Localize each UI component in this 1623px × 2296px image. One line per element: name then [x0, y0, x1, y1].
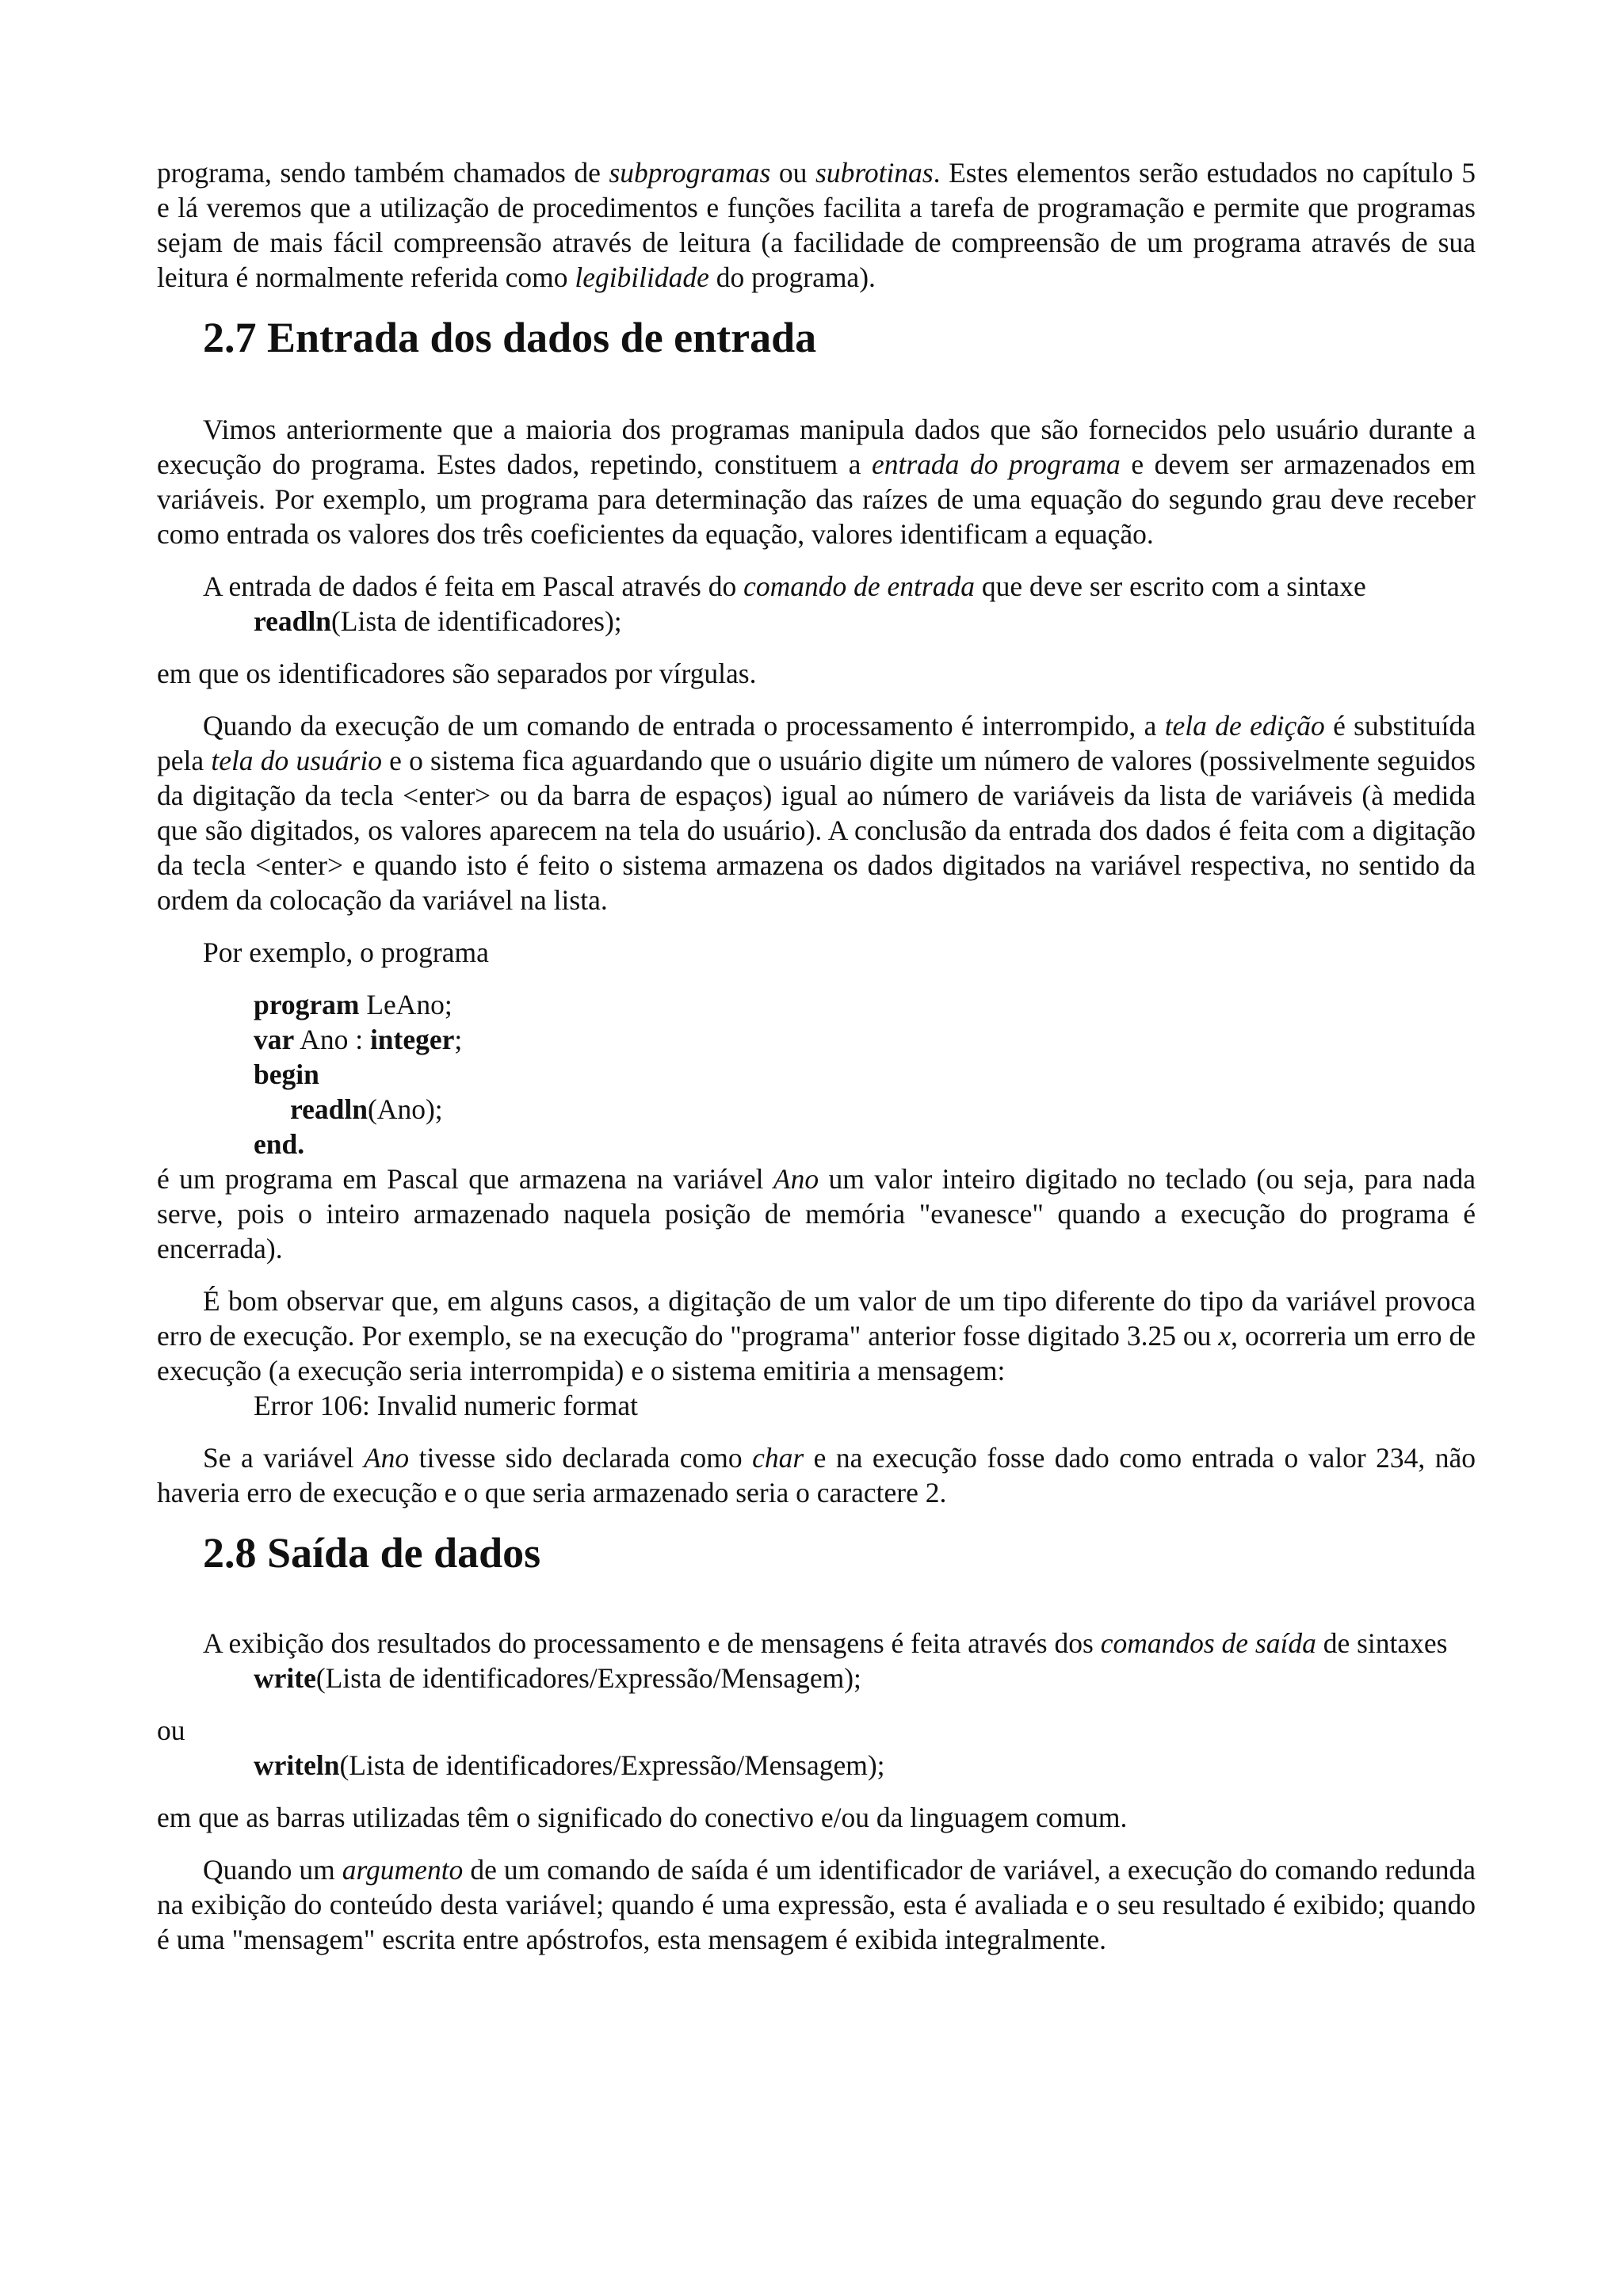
keyword-write: write	[254, 1662, 316, 1694]
code-line-1: program LeAno;	[254, 989, 453, 1020]
term-tela-de-edicao: tela de edição	[1164, 710, 1325, 742]
error-message: Error 106: Invalid numeric format	[254, 1390, 639, 1421]
paragraph-erro-execucao: É bom observar que, em alguns casos, a digitação de um valor de um tipo diferente do tipo da variável provoca erro de execução. Por exemplo, se na execução do "programa" anterior fosse digitado 3.25 ou x, ocorreria um erro de execução (a execução seria interrompida) e o sistema emitiria a mensagem:	[157, 1285, 1476, 1386]
code-line-2: var Ano : integer;	[254, 1024, 463, 1055]
paragraph-comandos-saida: A exibição dos resultados do processamento e de mensagens é feita através dos comandos de saída de sintaxes	[203, 1627, 1448, 1659]
code-line-3: begin	[254, 1058, 319, 1090]
term-subrotinas: subrotinas	[815, 157, 934, 189]
syntax-writeln: writeln(Lista de identificadores/Expressão/Mensagem);	[254, 1749, 885, 1781]
keyword-writeln: writeln	[254, 1749, 340, 1781]
document-page	[157, 155, 1476, 1957]
code-line-5: end.	[254, 1128, 305, 1160]
term-legibilidade: legibilidade	[575, 261, 709, 293]
section-heading-2-7: 2.7 Entrada dos dados de entrada	[203, 314, 817, 361]
term-ano: Ano	[773, 1163, 819, 1195]
section-heading-2-8: 2.8 Saída de dados	[203, 1529, 541, 1577]
paragraph-programa-pascal: é um programa em Pascal que armazena na variável Ano um valor inteiro digitado no teclado (ou seja, para nada serve, pois o inteiro armazenado naquela posição de memória "evanesce" quando a execução do programa é encerrada).	[157, 1163, 1476, 1264]
code-line-4: readln(Ano);	[290, 1093, 443, 1125]
paragraph-subprogramas: programa, sendo também chamados de subprogramas ou subrotinas. Estes elementos serão estudados no capítulo 5 e lá veremos que a utilização de procedimentos e funções facilita a tarefa de programação e permite que programas sejam de mais fácil compreensão através de leitura (a facilidade de compreensão de um programa através de sua leitura é normalmente referida como legibilidade do programa).	[157, 157, 1476, 293]
term-comando-de-entrada: comando de entrada	[743, 570, 975, 602]
paragraph-exemplo: Por exemplo, o programa	[203, 936, 489, 968]
term-argumento: argumento	[342, 1854, 464, 1886]
keyword-readln: readln	[254, 605, 331, 637]
term-char: char	[752, 1442, 804, 1474]
paragraph-identificadores: em que os identificadores são separados por vírgulas.	[157, 658, 757, 689]
term-ano-2: Ano	[363, 1442, 410, 1474]
term-entrada-do-programa: entrada do programa	[872, 448, 1121, 480]
term-tela-do-usuario: tela do usuário	[211, 745, 382, 776]
term-x: x	[1218, 1320, 1232, 1352]
paragraph-entrada-intro: Vimos anteriormente que a maioria dos programas manipula dados que são fornecidos pelo usuário durante a execução do programa. Estes dados, repetindo, constituem a entrada do programa e devem ser armazenados em variáveis. Por exemplo, um programa para determinação das raízes de uma equação do segundo grau deve receber como entrada os valores dos três coeficientes da equação, valores identificam a equação.	[157, 414, 1476, 550]
term-subprogramas: subprogramas	[609, 157, 771, 189]
syntax-write: write(Lista de identificadores/Expressão/Mensagem);	[254, 1662, 861, 1694]
paragraph-ou: ou	[157, 1714, 185, 1746]
term-comandos-de-saida: comandos de saída	[1100, 1627, 1316, 1659]
paragraph-comando-entrada: A entrada de dados é feita em Pascal através do comando de entrada que deve ser escrito com a sintaxe	[203, 570, 1366, 602]
paragraph-execucao-entrada: Quando da execução de um comando de entrada o processamento é interrompido, a tela de edição é substituída pela tela do usuário e o sistema fica aguardando que o usuário digite um número de valores (possivelmente seguidos da digitação da tecla <enter> ou da barra de espaços) igual ao número de variáveis da lista de variáveis (à medida que são digitados, os valores aparecem na tela do usuário). A conclusão da entrada dos dados é feita com a digitação da tecla <enter> e quando isto é feito o sistema armazena os dados digitados na variável respectiva, no sentido da ordem da colocação da variável na lista.	[157, 710, 1476, 916]
paragraph-argumento: Quando um argumento de um comando de saída é um identificador de variável, a execução do comando redunda na exibição do conteúdo desta variável; quando é uma expressão, esta é avaliada e o seu resultado é exibido; quando é uma "mensagem" escrita entre apóstrofos, esta mensagem é exibida integralmente.	[157, 1854, 1476, 1955]
paragraph-variavel-char: Se a variável Ano tivesse sido declarada como char e na execução fosse dado como entrada o valor 234, não haveria erro de execução e o que seria armazenado seria o caractere 2.	[157, 1442, 1476, 1508]
syntax-readln: readln(Lista de identificadores);	[254, 605, 622, 637]
paragraph-barras: em que as barras utilizadas têm o significado do conectivo e/ou da linguagem comum.	[157, 1802, 1128, 1833]
code-example-leano	[157, 987, 1476, 1161]
